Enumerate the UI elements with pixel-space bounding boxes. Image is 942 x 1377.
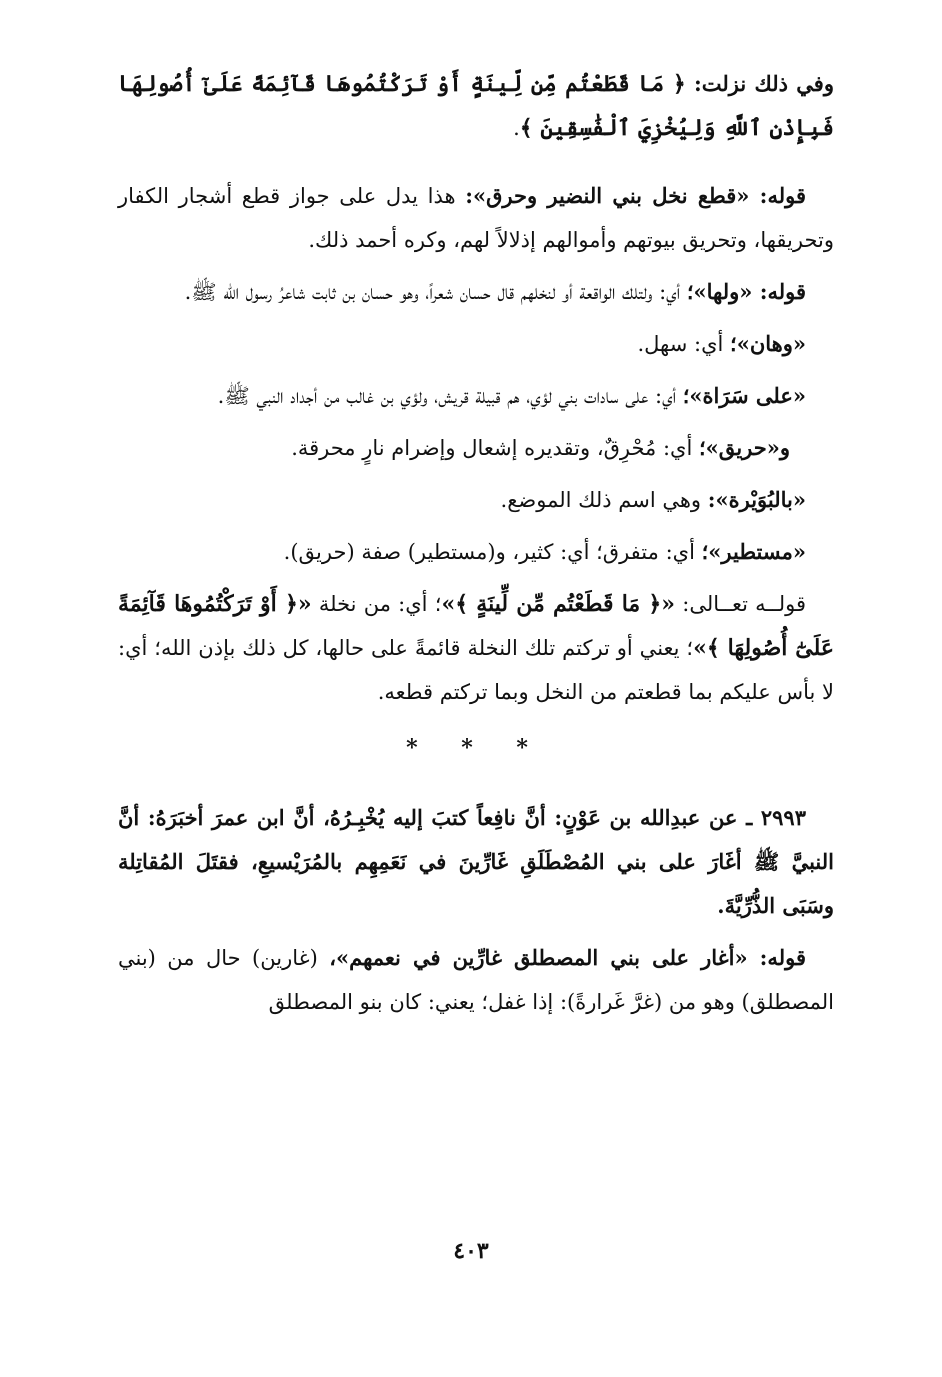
paragraph-text: أي: على سادات بني لؤي، هم قبيلة قريش، ولؤي بن غالب من أجداد النبي ﷺ. bbox=[217, 384, 683, 408]
paragraph-lead: قوله: «قطع نخل بني النضير وحرق»: bbox=[465, 183, 806, 208]
paragraph-wahan bbox=[118, 322, 834, 366]
paragraph-text: هذا يدل على جواز قطع أشجار الكفار وتحريقها، وتحريق بيوتهم وأموالهم إذلالاً لهم، وكره أحمد ذلك. bbox=[118, 184, 834, 252]
paragraph-mustatir bbox=[118, 530, 834, 574]
paragraph-text: أي: سهل. bbox=[637, 332, 731, 356]
paragraph-verse-commentary bbox=[118, 582, 834, 714]
paragraph-tail: . bbox=[513, 116, 520, 140]
hadith-text bbox=[118, 796, 834, 928]
paragraph-sarah bbox=[118, 374, 834, 418]
section-separator: * * * bbox=[406, 735, 546, 761]
paragraph-lead: قولــه تعــالى: bbox=[675, 592, 807, 616]
paragraph-mid: ؛ أي: من نخلة bbox=[311, 592, 442, 616]
paragraph-walaha bbox=[118, 270, 834, 314]
paragraph-lead: «على سَرَاة»؛ bbox=[682, 383, 806, 408]
quran-verse-1: «﴿ مَا قَطَعْتُم مِّن لِّينَةٍ ﴾» bbox=[441, 591, 676, 617]
paragraph-lead: قوله: «ولها»؛ bbox=[686, 279, 806, 304]
paragraph-lead: «وهان»؛ bbox=[730, 331, 806, 356]
paragraph-revelation bbox=[118, 62, 834, 150]
page-number: ٤٠٣ bbox=[453, 1238, 489, 1264]
paragraph-lead: «بالبُوَيْرة»: bbox=[707, 487, 806, 512]
paragraph-cutting-palms bbox=[118, 174, 834, 262]
paragraph-text: (غارين) حال من (بني المصطلق) وهو من (غرَّ غَرارةً): إذا غفل؛ يعني: كان بنو المصطلق bbox=[118, 946, 834, 1014]
quran-verse-2: «﴿ أَوْ تَرَكْتُمُوهَا قَآئِمَةً عَلَىٰٓ أُصُولِهَا ﴾» bbox=[118, 591, 835, 661]
paragraph-text: أي: مُحْرِقٌ، وتقديره إشعال وإضرام نارٍ محرقة. bbox=[291, 436, 699, 460]
paragraph-text: أي: ولتلك الواقعة أو لنخلهم قال حسان شعراً، وهو حسان بن ثابت شاعرُ رسول الله ﷺ. bbox=[184, 280, 687, 304]
paragraph-text: وهي اسم ذلك الموضع. bbox=[500, 488, 708, 512]
paragraph-hariq bbox=[118, 426, 834, 470]
hadith-body: ٢٩٩٣ ـ عن عبدِالله بن عَوْنٍ: أنَّ نافِعاً كتبَ إليه يُخْبِـرُهُ، أنَّ ابن عمرَ أخبَرَهُ: أنَّ النبيَّ ﷺ أغَارَ على بني المُصْطَلَقِ غَارِّينَ في نَعَمِهِم بالمُرَيْسيعِ، فقتَلَ المُقاتِلة وسَبَى الذُّرِّيَّةَ. bbox=[118, 805, 834, 918]
paragraph-text: أي: متفرق؛ أي: كثير، و(مستطير) صفة (حريق). bbox=[283, 540, 702, 564]
paragraph-lead: قوله: «أغار على بني المصطلق غارِّين في نعمهم»، bbox=[329, 945, 806, 970]
paragraph-text: ؛ يعني أو تركتم تلك النخلة قائمةً على حالها، كل ذلك بإذن الله؛ أي: لا بأس عليكم بما قطعتم من النخل وبما تركتم قطعه. bbox=[118, 636, 834, 704]
paragraph-lead: و«حريق»؛ bbox=[699, 435, 790, 460]
paragraph-lead: «مستطير»؛ bbox=[701, 539, 806, 564]
page-text bbox=[118, 62, 834, 1322]
paragraph-buwayra bbox=[118, 478, 834, 522]
paragraph-aghara bbox=[118, 936, 834, 1024]
quran-verse: ﴿ مَا قَطَعْتُم مِّن لِّينَةٍ أَوْ تَرَكْتُمُوهَا قَآئِمَةً عَلَىٰٓ أُصُولِهَا فَبِإِذْنِ ٱللَّهِ وَلِيُخْزِيَ ٱلْفَٰسِقِينَ ﴾ bbox=[118, 71, 834, 141]
paragraph-lead: وفي ذلك نزلت: bbox=[685, 71, 834, 96]
